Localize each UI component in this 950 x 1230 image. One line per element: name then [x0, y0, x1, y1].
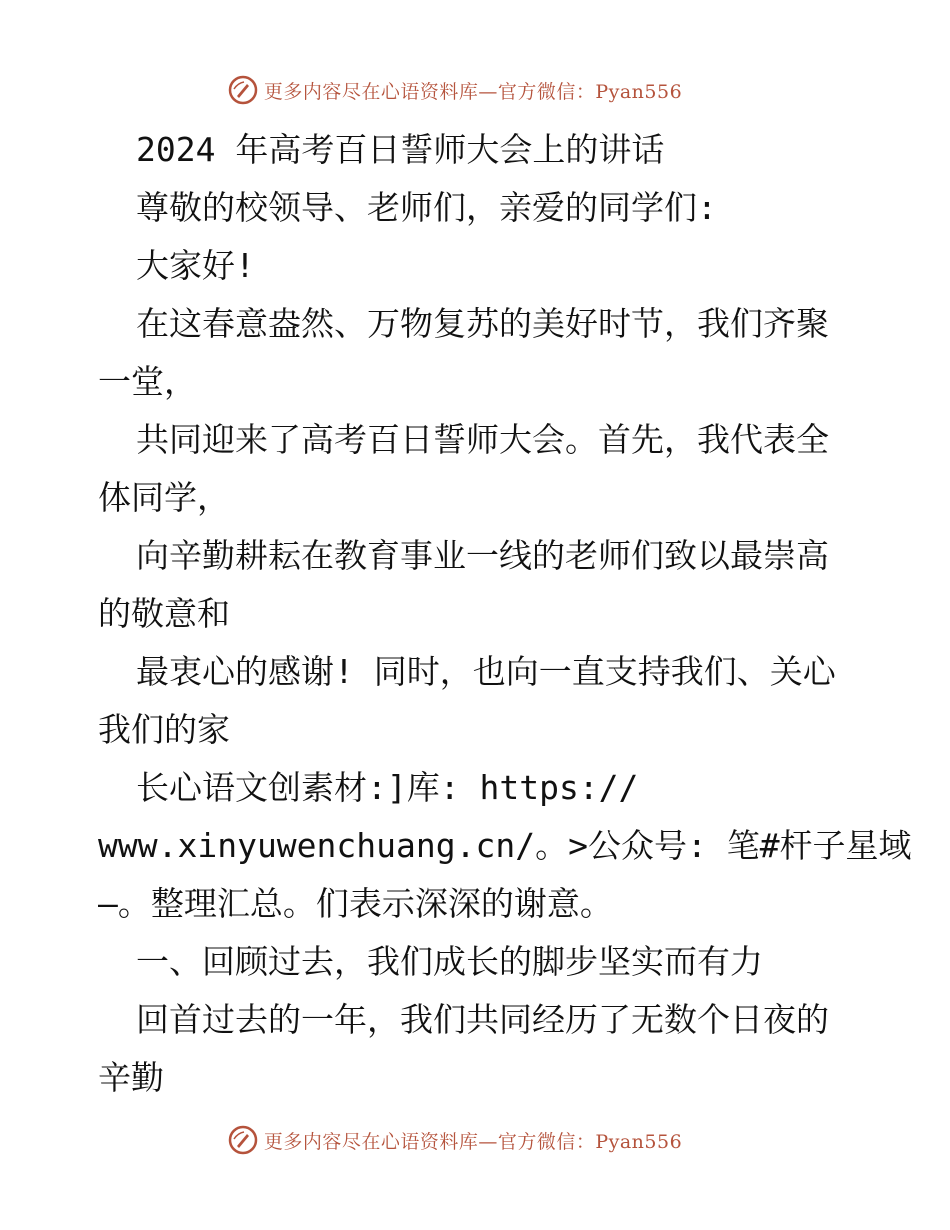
paragraph-line: www.xinyuwenchuang.cn/。>公众号: 笔#杆子星域 — [98, 826, 912, 865]
header-banner-text: 更多内容尽在心语资料库—官方微信：Pyan556 — [263, 80, 683, 103]
paragraph-line: —。整理汇总。们表示深深的谢意。 — [98, 884, 613, 923]
paragraph-line: 辛勤 — [98, 1058, 164, 1097]
paragraph-line: 最衷心的感谢! 同时，也向一直支持我们、关心 — [136, 652, 836, 691]
paragraph-line: 在这春意盎然、万物复苏的美好时节，我们齐聚 — [136, 304, 829, 343]
quill-logo-icon — [228, 75, 258, 105]
paragraph-line: 的敬意和 — [98, 594, 230, 633]
quill-logo-icon — [228, 1125, 258, 1155]
salutation: 尊敬的校领导、老师们，亲爱的同学们: — [136, 188, 717, 227]
document-title: 2024 年高考百日誓师大会上的讲话 — [136, 130, 665, 169]
header-banner — [0, 70, 950, 110]
paragraph-line: 一堂， — [98, 362, 197, 401]
paragraph-line: 向辛勤耕耘在教育事业一线的老师们致以最崇高 — [136, 536, 829, 575]
paragraph-line: 长心语文创素材:]库: https:// — [136, 768, 639, 807]
paragraph-line: 共同迎来了高考百日誓师大会。首先，我代表全 — [136, 420, 829, 459]
paragraph-line: 回首过去的一年，我们共同经历了无数个日夜的 — [136, 1000, 829, 1039]
paragraph-line: 体同学， — [98, 478, 230, 517]
footer-banner — [0, 1120, 950, 1160]
paragraph-line: 我们的家 — [98, 710, 230, 749]
footer-banner-text: 更多内容尽在心语资料库—官方微信：Pyan556 — [263, 1130, 683, 1153]
section-heading: 一、回顾过去，我们成长的脚步坚实而有力 — [136, 942, 763, 981]
greeting: 大家好! — [136, 246, 255, 285]
